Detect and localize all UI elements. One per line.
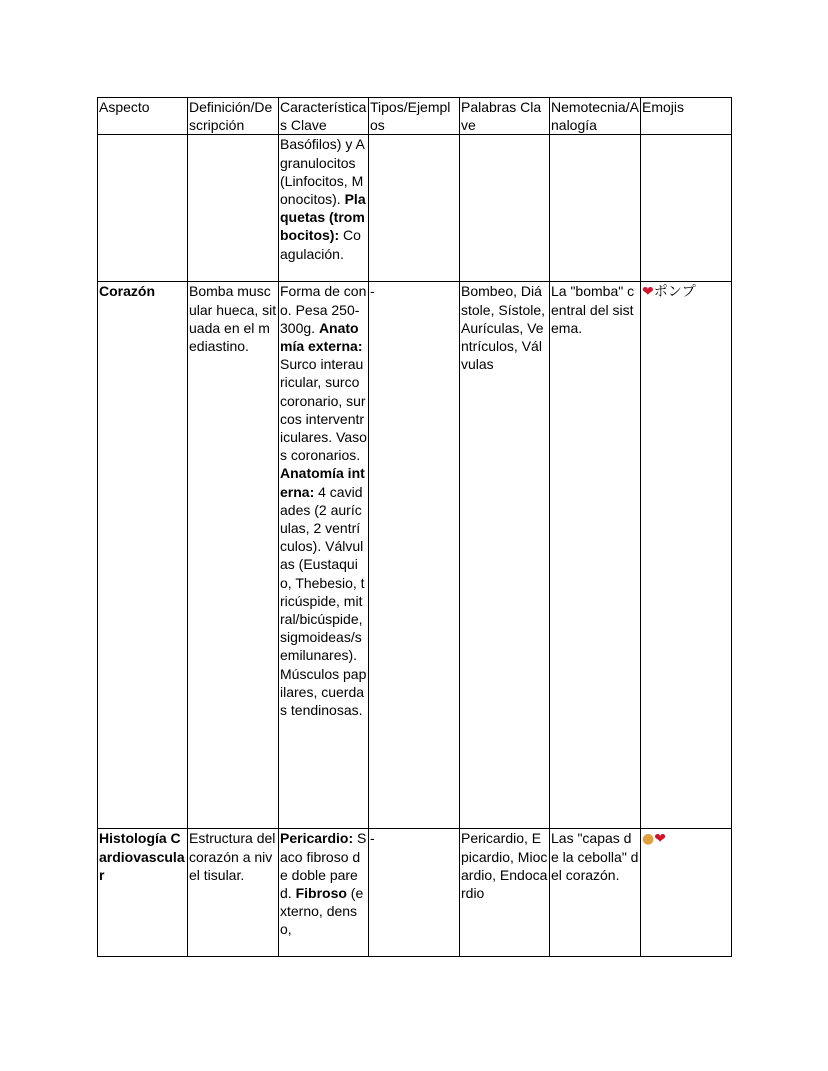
cell-bold-text: Anatomía interna:	[280, 465, 365, 500]
heart-icon: ❤	[642, 284, 654, 301]
definicion-cell: Estructura del corazón a nivel tisular.	[188, 829, 279, 957]
cell-text: Surco interauricular, surco coronario, surcos interventriculares. Vasos coronarios.	[280, 356, 367, 464]
heart-icon: ❤	[654, 831, 666, 848]
header-cell: Aspecto	[98, 98, 188, 135]
table-row	[98, 135, 732, 282]
emojis-cell	[641, 135, 732, 282]
header-cell: Definición/Descripción	[188, 98, 279, 135]
nemotecnia-cell: La "bomba" central del sistema.	[550, 282, 641, 829]
definicion-cell	[188, 135, 279, 282]
cell-bold-text: Plaquetas (trombocitos):	[280, 191, 366, 244]
emoji-text: ポンプ	[653, 283, 696, 300]
caracteristicas-cell	[279, 135, 369, 282]
header-cell: Tipos/Ejemplos	[369, 98, 460, 135]
aspecto-cell	[98, 135, 188, 282]
cell-bold-text: Fibroso	[295, 885, 347, 902]
tipos-cell	[369, 135, 460, 282]
nemotecnia-cell: Las "capas de la cebolla" del corazón.	[550, 829, 641, 957]
cell-text: Coagulación.	[280, 227, 361, 262]
table-row	[98, 282, 732, 829]
definicion-cell: Bomba muscular hueca, situada en el mediastino.	[188, 282, 279, 829]
aspecto-cell: Histología Cardiovascular	[98, 829, 188, 957]
header-row	[98, 98, 732, 135]
nemotecnia-cell	[550, 135, 641, 282]
cell-bold-text: Pericardio:	[280, 830, 354, 847]
header-cell: Características Clave	[279, 98, 369, 135]
tipos-cell: -	[369, 829, 460, 957]
palabras-cell: Pericardio, Epicardio, Miocardio, Endocardio	[460, 829, 550, 957]
cell-text: Saco fibroso de doble pared.	[280, 830, 367, 902]
tipos-cell: -	[369, 282, 460, 829]
palabras-cell	[460, 135, 550, 282]
cell-text: (externo, denso,	[280, 885, 364, 938]
caracteristicas-cell	[279, 829, 369, 957]
cell-bold-text: Anatomía externa:	[280, 319, 363, 355]
emojis-cell	[641, 829, 732, 957]
cell-text: 4 cavidades (2 aurículas, 2 ventrículos). Válvulas (Eustaquio, Thebesio, tricúspide, mitral/bicúspide, sigmoideas/semilunares). Músculos papilares, cuerdas tendinosas.	[280, 483, 367, 719]
aspecto-cell: Corazón	[98, 282, 188, 829]
notes-table	[97, 97, 732, 957]
cell-text: Forma de cono. Pesa 250-300g.	[280, 283, 367, 336]
header-cell: Nemotecnia/Analogía	[551, 99, 639, 134]
palabras-cell: Bombeo, Diástole, Sístole, Aurículas, Ventrículos, Válvulas	[460, 282, 550, 829]
cell-text: Basófilos) y Agranulocitos (Linfocitos, Monocitos).	[280, 136, 365, 208]
onion-icon: ●	[642, 831, 655, 848]
table-row	[98, 829, 732, 957]
header-cell: Emojis	[641, 98, 732, 135]
header-cell: Palabras Clave	[460, 98, 550, 135]
emojis-cell	[641, 282, 732, 829]
caracteristicas-cell	[279, 282, 369, 829]
